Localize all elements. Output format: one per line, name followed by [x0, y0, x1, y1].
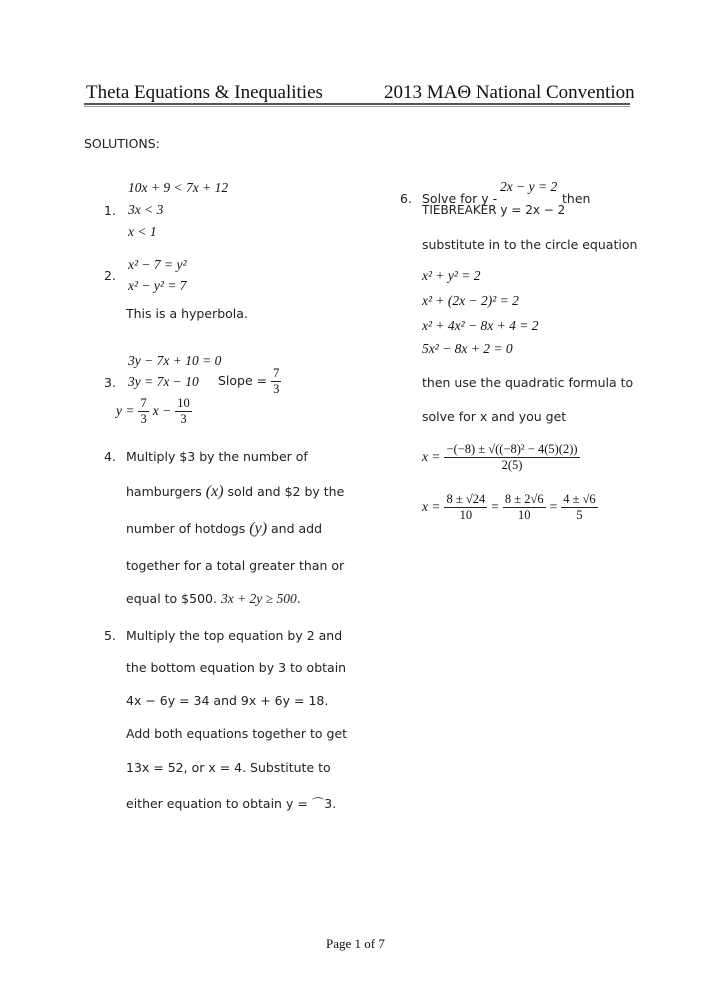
slope-label: Slope = [218, 373, 268, 389]
p6-eq-3: x² + 4x² − 8x + 4 = 2 [422, 318, 539, 333]
res2-num: 8 ± 2√6 [504, 492, 544, 506]
p6-line-4: solve for x and you get [422, 409, 567, 424]
p4-line-4: together for a total greater than or [126, 558, 345, 573]
p4-l2-var: (x) [205, 483, 224, 500]
p5-line-2: the bottom equation by 3 to obtain [126, 660, 347, 675]
p3-frac2-num: 10 [177, 396, 190, 410]
p6-top-eq: 2x − y = 2 [500, 179, 558, 194]
p6-number: 6. [400, 191, 412, 206]
res-lhs: x = [422, 499, 441, 515]
p3-frac2-den: 3 [180, 412, 187, 426]
p5-line-5: 13x = 52, or x = 4. Substitute to [126, 760, 331, 775]
p3-line-1: 3y − 7x + 10 = 0 [128, 353, 222, 368]
p3-line3-lhs: y = [116, 403, 135, 419]
p4-line-1: Multiply $3 by the number of [126, 449, 308, 464]
p2-number: 2. [104, 268, 116, 283]
p1-line-2: 3x < 3 [128, 202, 164, 217]
p4-l3-var: (y) [249, 520, 268, 537]
res-eq-2: = [549, 499, 558, 515]
slope-den: 3 [273, 382, 280, 396]
p6-line-3: then use the quadratic formula to [422, 375, 634, 390]
res2-den: 10 [517, 508, 531, 522]
p1-line-1: 10x + 9 < 7x + 12 [128, 180, 229, 195]
p3-frac1-den: 3 [140, 412, 147, 426]
p6-tiebreaker-overlap: TIEBREAKER y = 2x − 2 [422, 203, 566, 217]
res-frac-2 [503, 492, 546, 523]
res1-num: 8 ± √24 [446, 492, 486, 506]
p6-line-2: substitute in to the circle equation [422, 237, 638, 252]
p3-frac2 [175, 396, 192, 427]
p4-line-2 [126, 483, 344, 501]
p3-line-2: 3y = 7x − 10 [128, 374, 199, 389]
p4-l2b: sold and $2 by the [227, 484, 345, 499]
p3-frac1-num: 7 [140, 396, 147, 410]
p3-slope [218, 366, 281, 397]
res-eq-1: = [491, 499, 499, 515]
p4-l3a: number of hotdogs [126, 521, 246, 536]
p5-line-3: 4x − 6y = 34 and 9x + 6y = 18. [126, 693, 329, 708]
p6-quadratic-formula [422, 442, 580, 473]
p4-l2a: hamburgers [126, 484, 202, 499]
qf-fraction [444, 442, 579, 473]
res-frac-1 [444, 492, 487, 523]
res3-den: 5 [576, 508, 583, 522]
p3-number: 3. [104, 375, 116, 390]
res1-den: 10 [459, 508, 473, 522]
qf-den: 2(5) [501, 458, 523, 472]
p5-line-1: Multiply the top equation by 2 and [126, 628, 343, 643]
p4-l5-expr: 3x + 2y ≥ 500 [220, 591, 297, 606]
solutions-heading: SOLUTIONS: [84, 136, 160, 151]
p1-line-3: x < 1 [128, 224, 157, 239]
p4-l3b: and add [271, 521, 323, 536]
p6-then: then [562, 191, 591, 206]
p4-number: 4. [104, 449, 116, 464]
res-frac-3 [561, 492, 597, 523]
p4-line-5 [126, 591, 301, 607]
p4-l5a: equal to $500. [126, 591, 217, 606]
p6-eq-2: x² + (2x − 2)² = 2 [422, 293, 519, 308]
p6-result [422, 492, 598, 523]
p3-line-3 [116, 396, 192, 427]
p5-line-6: either equation to obtain y = ⌒3. [126, 796, 337, 811]
p2-note: This is a hyperbola. [126, 306, 248, 321]
p5-number: 5. [104, 628, 116, 643]
p6-solve-for: Solve for y - [422, 191, 498, 206]
slope-num: 7 [273, 366, 280, 380]
slope-fraction [271, 366, 281, 397]
res3-num: 4 ± √6 [563, 492, 596, 506]
qf-num: −(−8) ± √((−8)² − 4(5)(2)) [446, 442, 578, 456]
header-rule-thin [84, 106, 630, 107]
p3-frac1 [138, 396, 148, 427]
p4-l5b: . [296, 591, 301, 606]
header-left-title: Theta Equations & Inequalities [86, 82, 323, 103]
p2-line-1: x² − 7 = y² [128, 257, 187, 272]
qf-lhs: x = [422, 449, 441, 465]
header-rule [84, 103, 630, 105]
page-footer: Page 1 of 7 [326, 936, 385, 951]
p4-line-3 [126, 520, 322, 538]
p5-line-4: Add both equations together to get [126, 726, 348, 741]
p3-mid-var: x − [152, 403, 172, 419]
p6-eq-1: x² + y² = 2 [422, 268, 481, 283]
p1-number: 1. [104, 203, 116, 218]
p6-eq-4: 5x² − 8x + 2 = 0 [422, 341, 513, 356]
p2-line-2: x² − y² = 7 [128, 278, 187, 293]
header-right-title: 2013 MAΘ National Convention [384, 82, 635, 103]
